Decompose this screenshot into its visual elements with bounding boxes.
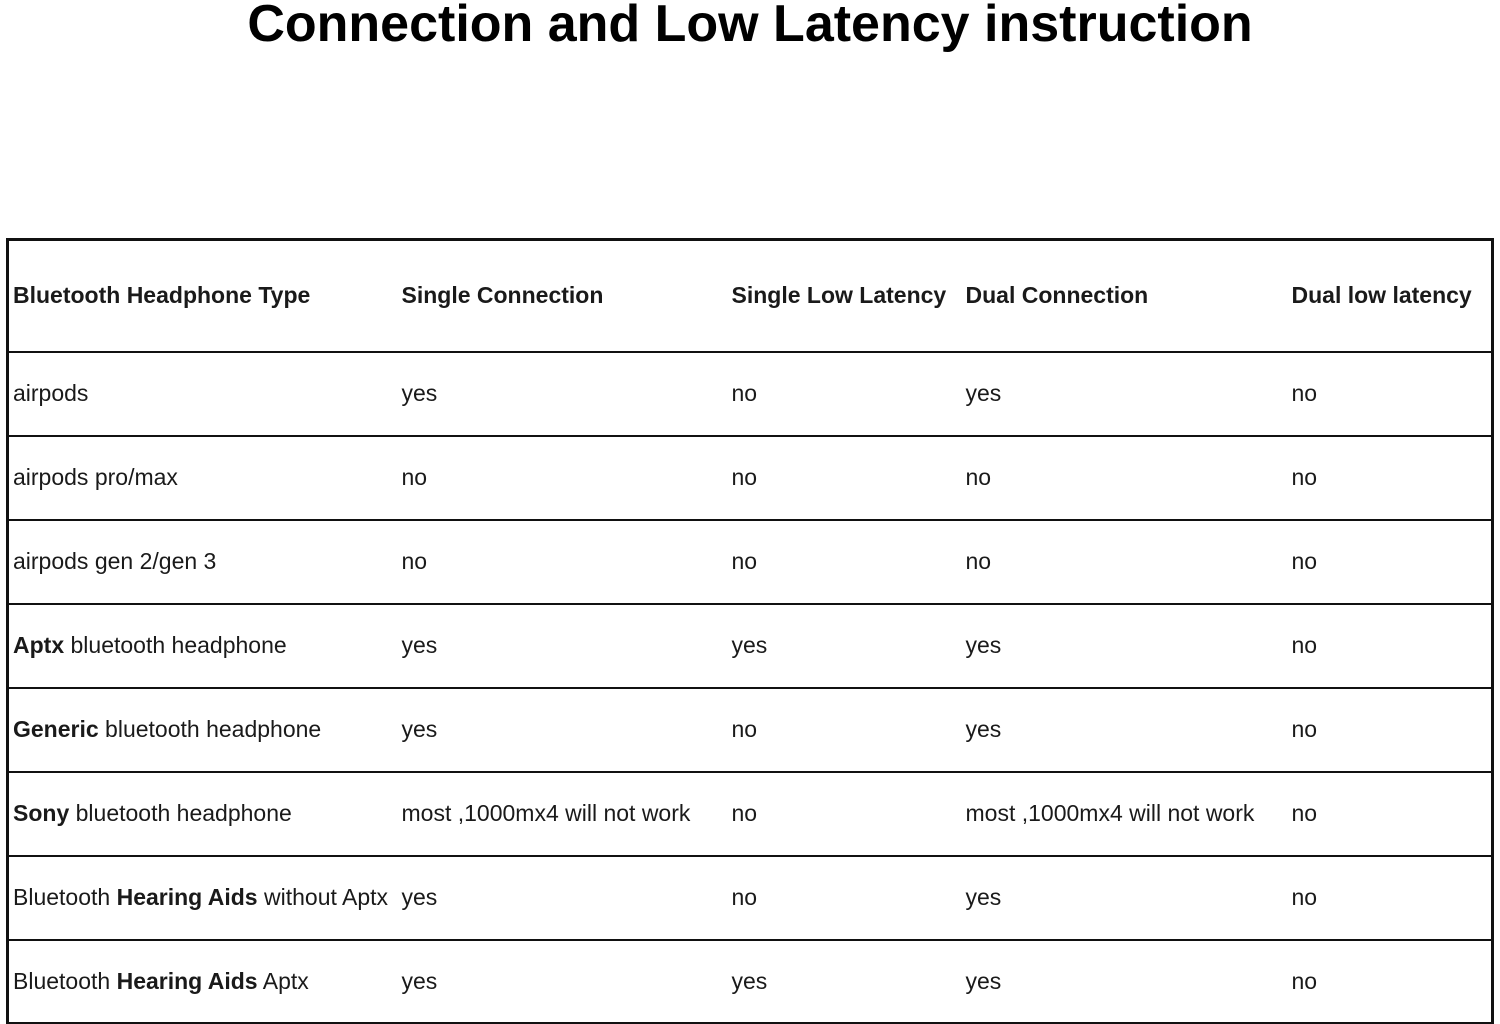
table-row (8, 352, 1493, 436)
value-cell: no (1288, 520, 1493, 604)
value-cell: yes (398, 940, 728, 1024)
type-text-segment: airpods (13, 380, 89, 406)
value-cell: no (398, 520, 728, 604)
column-header-single-connection: Single Connection (398, 240, 728, 352)
type-text-segment: Generic (13, 716, 99, 742)
table-body (8, 352, 1493, 1024)
table-header (8, 240, 1493, 352)
value-cell: yes (962, 688, 1288, 772)
headphone-type-cell (8, 940, 398, 1024)
value-cell: yes (962, 940, 1288, 1024)
value-cell: no (728, 772, 962, 856)
column-header-single-low-latency: Single Low Latency (728, 240, 962, 352)
value-cell: no (1288, 856, 1493, 940)
value-cell: yes (398, 352, 728, 436)
type-text-segment: bluetooth headphone (98, 716, 322, 742)
value-cell: no (962, 520, 1288, 604)
value-cell: no (1288, 352, 1493, 436)
compatibility-table (6, 238, 1494, 1024)
value-cell: no (1288, 940, 1493, 1024)
value-cell: yes (728, 940, 962, 1024)
value-cell: no (728, 688, 962, 772)
headphone-type-cell (8, 352, 398, 436)
value-cell: yes (728, 604, 962, 688)
value-cell: no (398, 436, 728, 520)
value-cell: yes (398, 688, 728, 772)
type-text-segment: Hearing Aids (116, 967, 258, 994)
value-cell: yes (398, 604, 728, 688)
table-row (8, 772, 1493, 856)
value-cell: yes (398, 856, 728, 940)
headphone-type-cell (8, 772, 398, 856)
value-cell: yes (962, 604, 1288, 688)
type-text-segment: bluetooth headphone (69, 800, 292, 826)
column-header-dual-connection: Dual Connection (962, 240, 1288, 352)
type-text-segment: Aptx (257, 967, 309, 994)
type-text-segment: Hearing Aids (116, 884, 258, 910)
page-title: Connection and Low Latency instruction (247, 0, 1253, 53)
value-cell: no (728, 520, 962, 604)
value-cell: most ,1000mx4 will not work (398, 772, 728, 856)
type-text-segment: Aptx (13, 632, 65, 658)
value-cell: yes (962, 352, 1288, 436)
headphone-type-cell (8, 604, 398, 688)
headphone-type-cell (8, 520, 398, 604)
value-cell: no (962, 436, 1288, 520)
type-text-segment: airpods gen 2/gen 3 (13, 548, 217, 574)
type-text-segment: Sony (13, 800, 70, 826)
table-row (8, 688, 1493, 772)
value-cell: most ,1000mx4 will not work (962, 772, 1288, 856)
type-text-segment: bluetooth headphone (64, 632, 287, 658)
type-text-segment: Bluetooth (13, 967, 117, 994)
value-cell: yes (962, 856, 1288, 940)
column-header-headphone-type: Bluetooth Headphone Type (8, 240, 398, 352)
column-header-dual-low-latency: Dual low latency (1288, 240, 1493, 352)
headphone-type-cell (8, 856, 398, 940)
table-row (8, 856, 1493, 940)
table-row (8, 604, 1493, 688)
table-row (8, 940, 1493, 1024)
header-row (8, 240, 1493, 352)
headphone-type-cell (8, 436, 398, 520)
type-text-segment: without Aptx (257, 884, 389, 910)
type-text-segment: airpods pro/max (13, 464, 178, 490)
value-cell: no (728, 856, 962, 940)
value-cell: no (1288, 436, 1493, 520)
type-text-segment: Bluetooth (13, 884, 117, 910)
table-row (8, 520, 1493, 604)
value-cell: no (1288, 688, 1493, 772)
headphone-type-cell (8, 688, 398, 772)
value-cell: no (728, 352, 962, 436)
value-cell: no (728, 436, 962, 520)
value-cell: no (1288, 772, 1493, 856)
table-row (8, 436, 1493, 520)
value-cell: no (1288, 604, 1493, 688)
